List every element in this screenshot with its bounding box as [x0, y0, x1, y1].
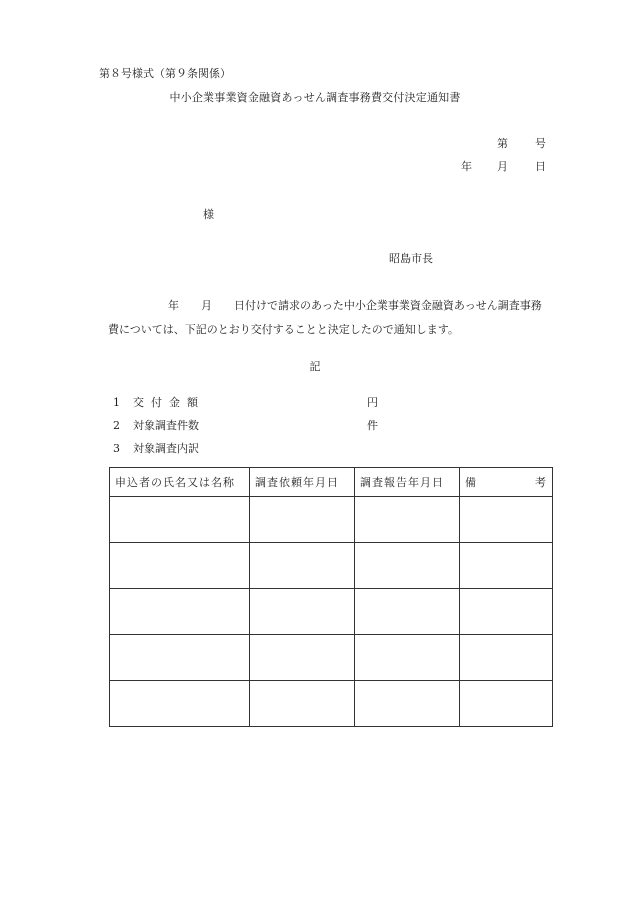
- table-row: [110, 497, 553, 543]
- table-cell[interactable]: [355, 589, 460, 635]
- date-month: 月: [497, 160, 508, 173]
- body-year: 年: [168, 299, 179, 312]
- table-cell[interactable]: [110, 681, 250, 727]
- header-applicant-name: 申込者の氏名又は名称: [110, 468, 250, 497]
- table-cell[interactable]: [110, 589, 250, 635]
- table-cell[interactable]: [355, 543, 460, 589]
- header-remarks: [460, 468, 553, 497]
- item-count-unit: 件: [367, 419, 378, 432]
- addressee-suffix: 様: [203, 208, 214, 221]
- doc-number-go: 号: [535, 137, 546, 150]
- header-request-date: 調査依頼年月日: [250, 468, 355, 497]
- item-label: 対象調査件数: [133, 419, 199, 432]
- table-cell[interactable]: [355, 681, 460, 727]
- body-line-1-text: 日付けで請求のあった中小企業事業資金融資あっせん調査事務: [234, 299, 542, 312]
- item-label: 対象調査内訳: [133, 442, 199, 455]
- item-count: [113, 420, 199, 431]
- table-cell[interactable]: [460, 497, 553, 543]
- table-cell[interactable]: [355, 635, 460, 681]
- table-cell[interactable]: [250, 589, 355, 635]
- body-line-1: [168, 300, 542, 311]
- table-cell[interactable]: [250, 681, 355, 727]
- table-cell[interactable]: [250, 543, 355, 589]
- doc-number-dai: 第: [497, 137, 508, 150]
- header-report-date: 調査報告年月日: [355, 468, 460, 497]
- item-number: 1: [113, 396, 120, 409]
- remarks-char-2: 考: [535, 476, 546, 489]
- document-title: 中小企業事業資金融資あっせん調査事務費交付決定通知書: [169, 91, 461, 104]
- table-cell[interactable]: [110, 497, 250, 543]
- table-cell[interactable]: [250, 635, 355, 681]
- item-number: 3: [113, 442, 120, 455]
- table-row: [110, 543, 553, 589]
- date-day: 日: [535, 160, 546, 173]
- body-month: 月: [201, 299, 212, 312]
- table-cell[interactable]: [460, 543, 553, 589]
- item-amount-unit: 円: [367, 396, 378, 409]
- table-cell[interactable]: [110, 635, 250, 681]
- issuer: 昭島市長: [389, 252, 433, 265]
- table-row: [110, 635, 553, 681]
- table-header-row: [110, 468, 553, 497]
- table-cell[interactable]: [460, 681, 553, 727]
- table-row: [110, 681, 553, 727]
- table-cell[interactable]: [355, 497, 460, 543]
- table-cell[interactable]: [110, 543, 250, 589]
- item-number: 2: [113, 419, 120, 432]
- item-label: 交付金額: [133, 396, 205, 409]
- form-number: 第８号様式（第９条関係）: [99, 67, 231, 80]
- table-cell[interactable]: [460, 635, 553, 681]
- ki-heading: 記: [309, 360, 321, 373]
- breakdown-table: [109, 467, 553, 727]
- table-cell[interactable]: [460, 589, 553, 635]
- item-breakdown: [113, 443, 199, 454]
- table-cell[interactable]: [250, 497, 355, 543]
- table-row: [110, 589, 553, 635]
- date-year: 年: [461, 160, 472, 173]
- remarks-char-1: 備: [465, 476, 476, 489]
- item-amount: [113, 397, 205, 408]
- body-line-2: 費については、下記のとおり交付することと決定したので通知します。: [108, 323, 459, 336]
